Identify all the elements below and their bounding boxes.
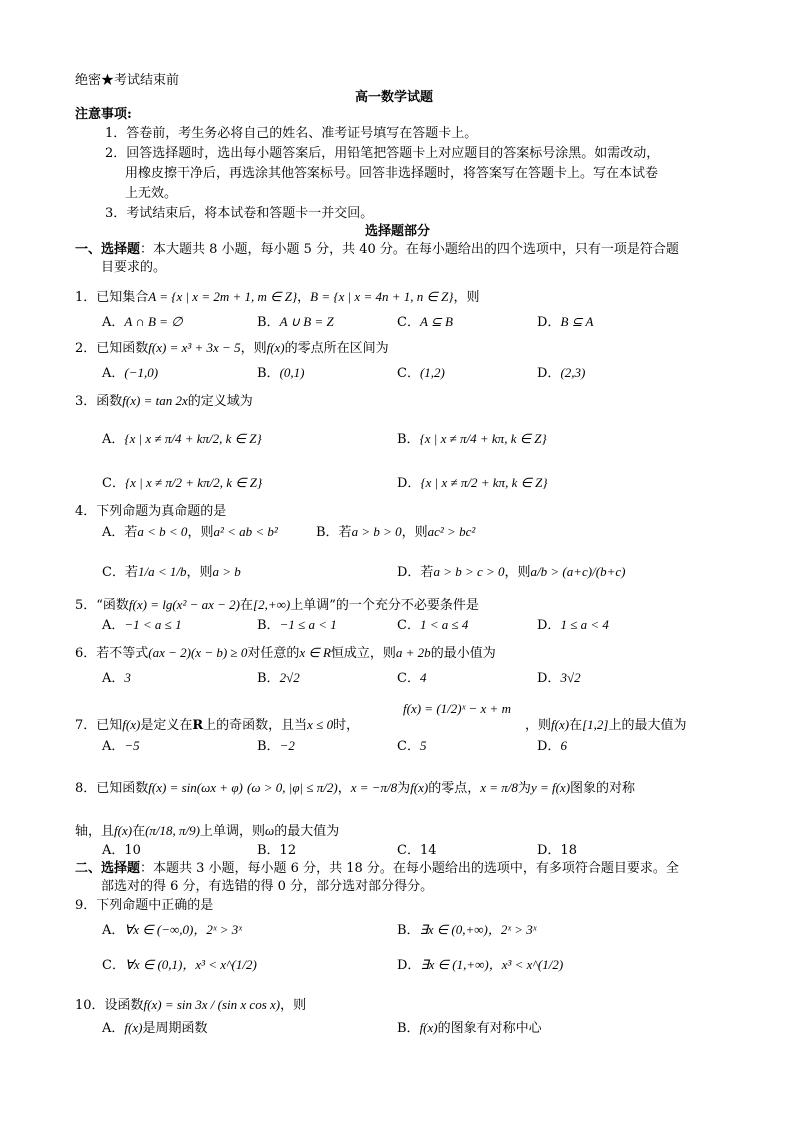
section1-heading [75, 241, 679, 258]
section1-text: ：本大题共 8 小题，每小题 5 分，共 40 分。在每小题给出的四个选项中，只有一项是符合题 [140, 242, 679, 257]
q6-option-b: B．2√2 [257, 670, 300, 686]
q3-option-d: D．{x | x ≠ π/2 + kπ, k ∈ Z} [397, 475, 548, 491]
q2-option-c: C．(1,2) [397, 365, 445, 381]
q7-option-c: C．5 [397, 738, 427, 754]
q5-stem: 5．“函数f(x) = lg(x² − ax − 2)在[2,+∞)上单调”的一个充分不必要条件是 [75, 597, 479, 613]
q8-stem-cont: 轴，且f(x)在(π/18, π/9)上单调，则ω的最大值为 [75, 823, 340, 839]
section1-label: 一、选择题 [75, 242, 141, 257]
note-2-cont: 用橡皮擦干净后，再选涂其他答案标号。回答非选择题时，将答案写在答题卡上。写在本试卷 [125, 166, 659, 181]
q3-option-c: C．{x | x ≠ π/2 + kπ/2, k ∈ Z} [102, 475, 263, 491]
q9-option-c: C．∀x ∈ (0,1)，x³ < x^(1/2) [102, 957, 257, 973]
q5-option-b: B．−1 ≤ a < 1 [257, 617, 337, 633]
q4-option-a: A．若a < b < 0，则a² < ab < b² [102, 524, 278, 540]
q7-option-b: B．−2 [257, 738, 295, 754]
section2-heading-cont: 部选对的得 6 分，有选错的得 0 分，部分选对部分得分。 [101, 879, 434, 894]
q9-stem: 9．下列命题中正确的是 [75, 898, 214, 913]
q8-option-c: C．14 [397, 843, 437, 858]
q7-stem: 7．已知f(x)是定义在R上的奇函数，且当x ≤ 0时， [75, 717, 360, 733]
q6-option-c: C．4 [397, 670, 427, 686]
q8-option-b: B．12 [257, 843, 297, 858]
q1-option-b: B．A ∪ B = Z [257, 314, 334, 330]
section1-heading-cont: 目要求的。 [101, 260, 167, 275]
note-1: 1．答卷前，考生务必将自己的姓名、准考证号填写在答题卡上。 [105, 126, 478, 141]
q7-option-d: D．6 [537, 738, 567, 754]
q4-option-d: D．若a > b > c > 0，则a/b > (a+c)/(b+c) [397, 564, 626, 580]
q2-option-d: D．(2,3) [537, 365, 586, 381]
q4-option-b: B．若a > b > 0，则ac² > bc² [316, 524, 476, 540]
q2-option-a: A．(−1,0) [102, 365, 159, 381]
secret-label: 绝密★考试结束前 [75, 73, 180, 88]
q8-option-a: A．10 [102, 843, 141, 858]
q9-option-b: B．∃x ∈ (0,+∞)，2ˣ > 3ˣ [397, 922, 537, 938]
q5-option-d: D．1 ≤ a < 4 [537, 617, 609, 633]
q4-option-c: C．若1/a < 1/b，则a > b [102, 564, 241, 580]
q3-option-b: B．{x | x ≠ π/4 + kπ, k ∈ Z} [397, 431, 547, 447]
q1-set-b: B = {x | x = 4n + 1, n ∈ Z} [310, 289, 454, 304]
q6-option-d: D．3√2 [537, 670, 581, 686]
q8-stem: 8．已知函数f(x) = sin(ωx + φ) (ω > 0, |φ| ≤ π/2)，x = −π/8为f(x)的零点，x = π/8为y = f(x)图象的对称 [75, 780, 636, 796]
part-title: 选择题部分 [365, 224, 431, 239]
q7-tail: ，则f(x)在[1,2]上的最大值为 [525, 717, 687, 733]
section2-heading: 二、选择题：本题共 3 小题，每小题 6 分，共 18 分。在每小题给出的选项中，有多项符合题目要求。全 [75, 861, 679, 876]
q1-tail: ，则 [453, 290, 480, 305]
q2-option-b: B．(0,1) [257, 365, 305, 381]
notice-title: 注意事项: [75, 107, 132, 122]
q1-option-c: C．A ⊆ B [397, 314, 453, 330]
q6-stem: 6．若不等式(ax − 2)(x − b) ≥ 0对任意的x ∈ R恒成立，则a + 2b的最小值为 [75, 645, 496, 661]
q7-definition: f(x) = (1/2)ˣ − x + m [403, 701, 511, 716]
q6-option-a: A．3 [102, 670, 131, 686]
q4-stem: 4．下列命题为真命题的是 [75, 504, 227, 519]
q3-stem: 3．函数f(x) = tan 2x的定义域为 [75, 393, 253, 409]
q10-option-a: A．f(x)是周期函数 [102, 1020, 208, 1036]
q1-stem: 1．已知集合A = {x | x = 2m + 1, m ∈ Z}，B = {x | x = 4n + 1, n ∈ Z}，则 [75, 289, 480, 305]
q1-stem-text: 1．已知集合 [75, 290, 149, 305]
q2-stem: 2．已知函数f(x) = x³ + 3x − 5，则f(x)的零点所在区间为 [75, 340, 389, 356]
q10-stem: 10．设函数f(x) = sin 3x / (sin x cos x)，则 [75, 997, 307, 1013]
q5-option-c: C．1 < a ≤ 4 [397, 617, 469, 633]
q9-option-d: D．∃x ∈ (1,+∞)，x³ < x^(1/2) [397, 957, 564, 973]
q1-option-a: A．A ∩ B = ∅ [102, 314, 183, 330]
note-2-cont2: 上无效。 [125, 186, 178, 201]
q7-option-a: A．−5 [102, 738, 140, 754]
note-3: 3．考试结束后，将本试卷和答题卡一并交回。 [105, 206, 374, 221]
q10-option-b: B．f(x)的图象有对称中心 [397, 1020, 542, 1036]
exam-title: 高一数学试题 [355, 90, 434, 105]
q5-option-a: A．−1 < a ≤ 1 [102, 617, 182, 633]
note-2: 2．回答选择题时，选出每小题答案后，用铅笔把答题卡上对应题目的答案标号涂黑。如需改动， [105, 146, 660, 161]
q9-option-a: A．∀x ∈ (−∞,0)，2ˣ > 3ˣ [102, 922, 242, 938]
q3-option-a: A．{x | x ≠ π/4 + kπ/2, k ∈ Z} [102, 431, 262, 447]
q1-option-d: D．B ⊆ A [537, 314, 594, 330]
q8-option-d: D．18 [537, 843, 577, 858]
q1-set-a: A = {x | x = 2m + 1, m ∈ Z} [148, 289, 298, 304]
